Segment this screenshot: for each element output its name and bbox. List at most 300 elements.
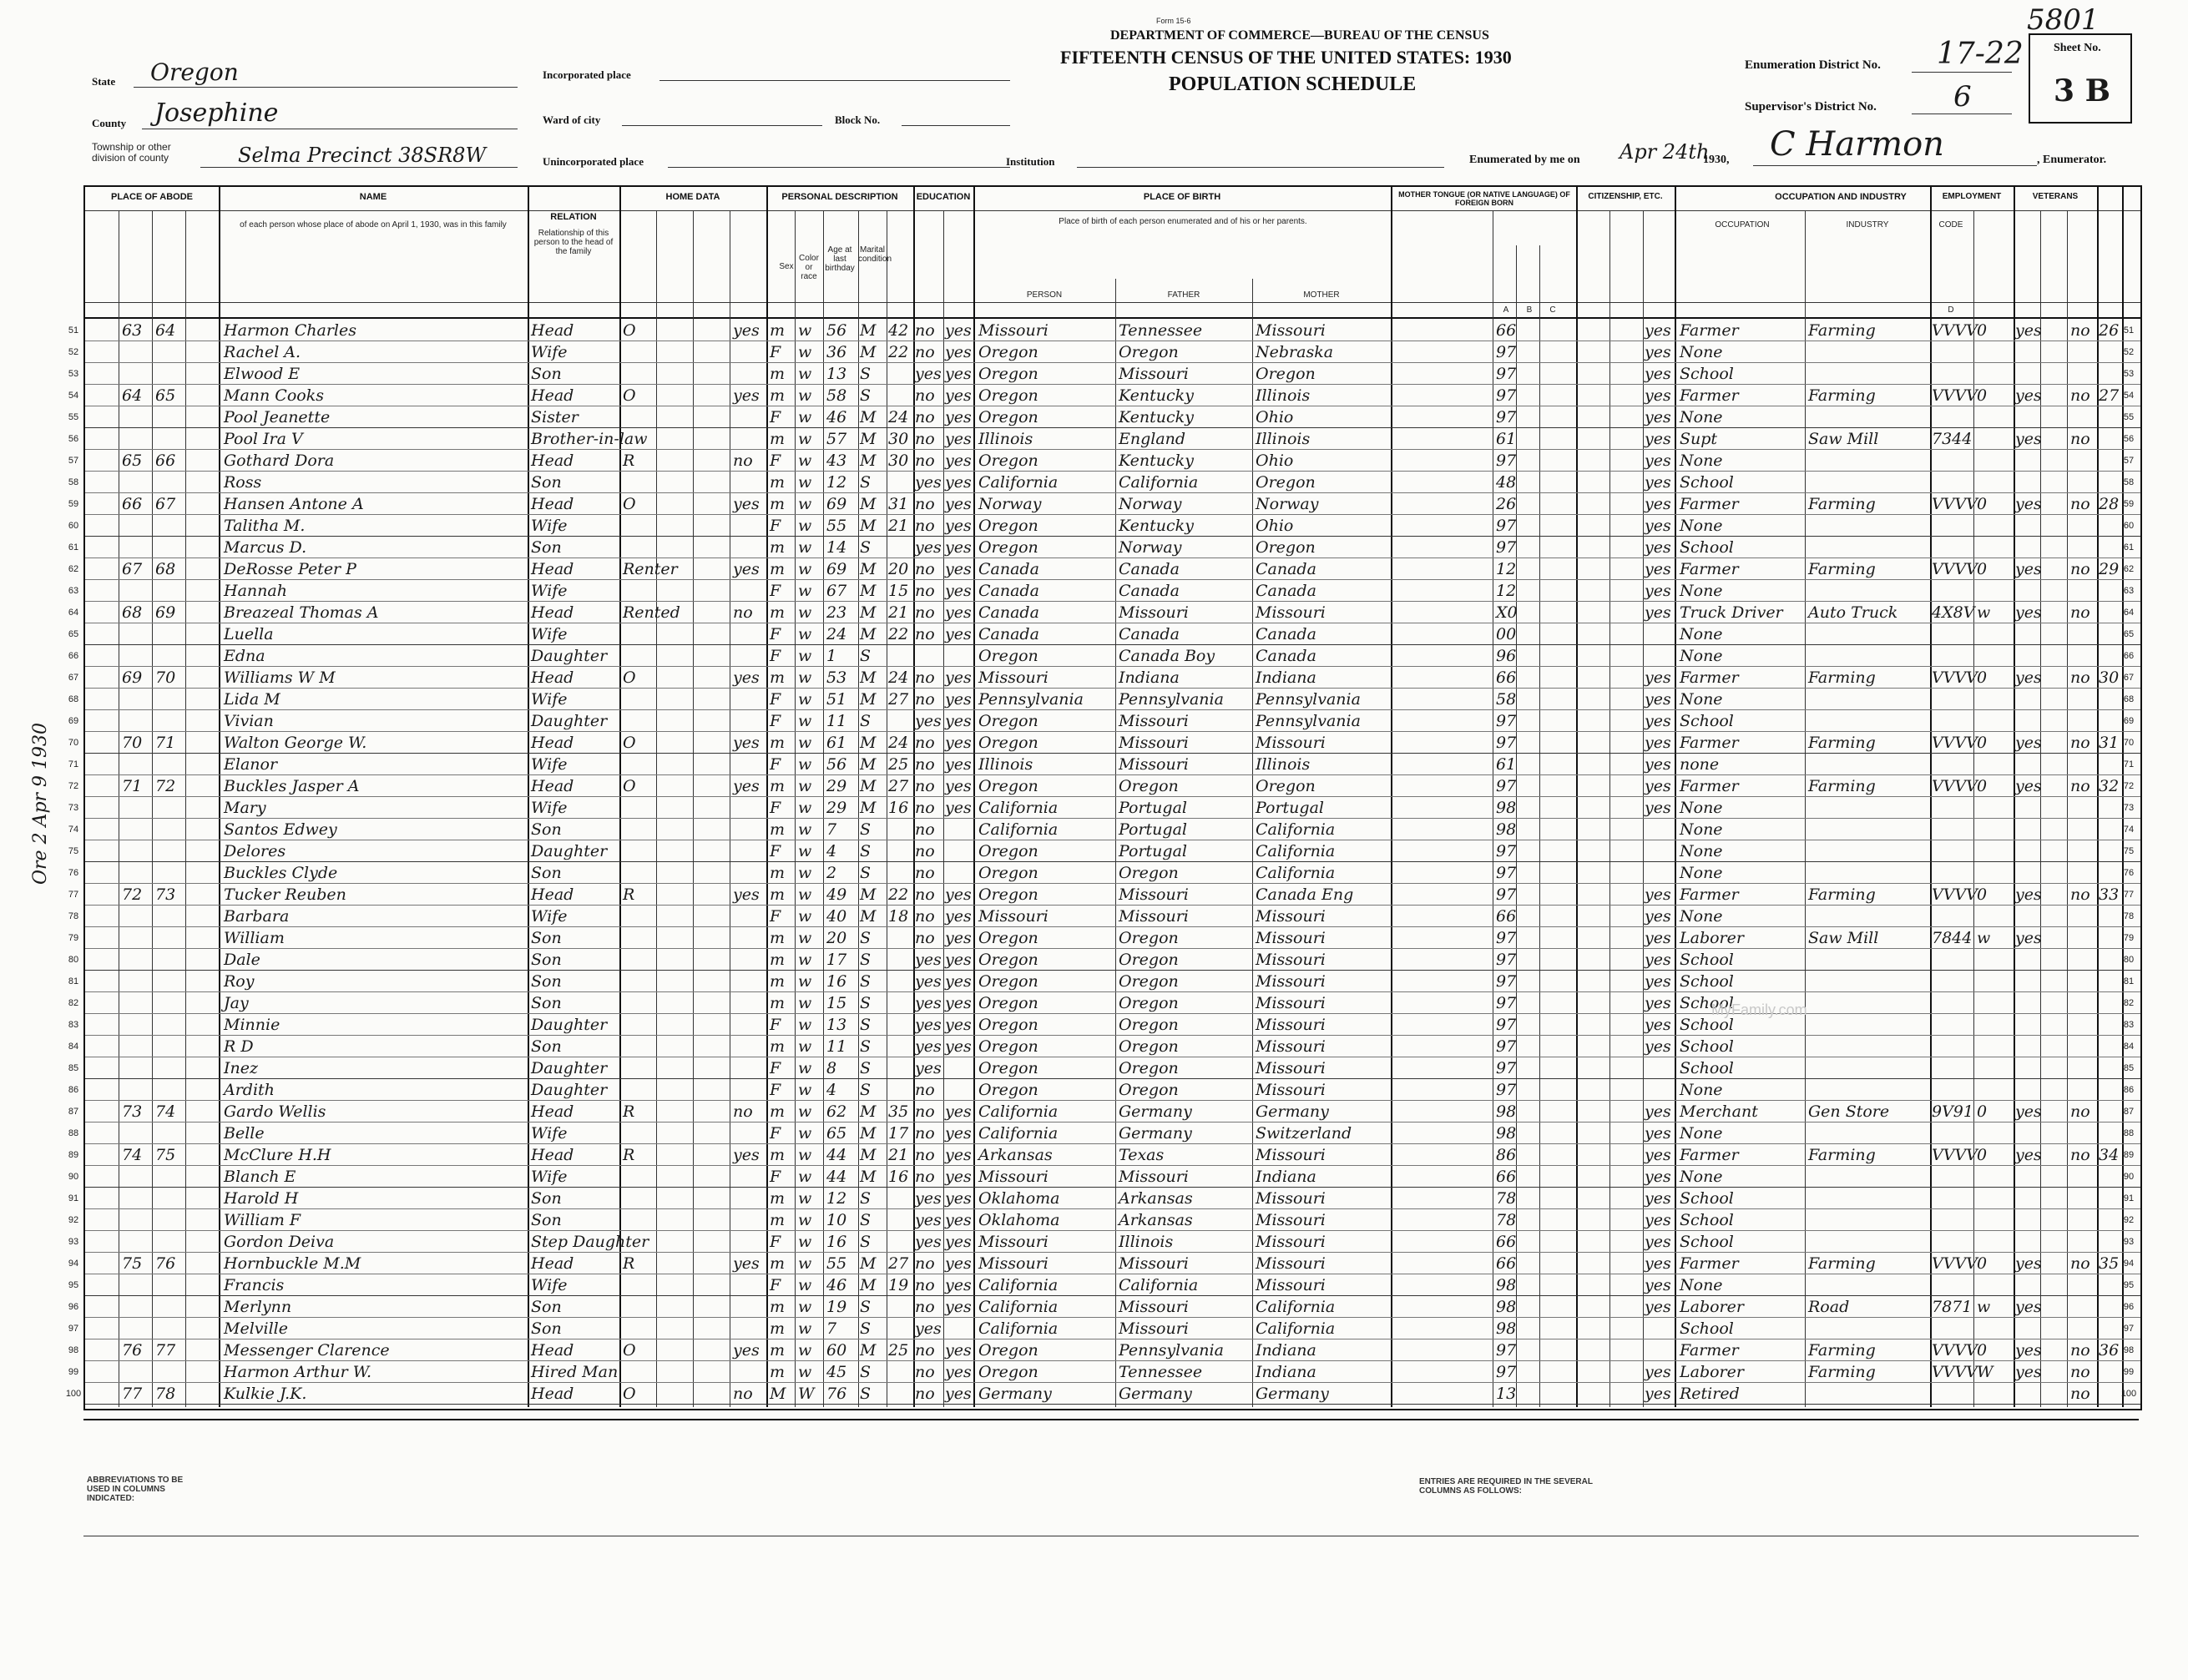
class-of-worker: 0: [1977, 734, 1988, 752]
can-speak-english: yes: [1645, 517, 1671, 535]
occupation-code: VVVV: [1932, 734, 1978, 752]
birthplace-mother: Portugal: [1256, 799, 1324, 817]
birthplace-person: Missouri: [978, 1168, 1049, 1186]
birthplace-person: Oregon: [978, 538, 1038, 557]
line-number-left: 100: [65, 1389, 82, 1399]
relation: Step Daughter: [531, 1233, 649, 1251]
age: 69: [826, 560, 847, 578]
school-attendance: yes: [915, 1037, 942, 1056]
birthplace-code: 58: [1496, 690, 1517, 709]
age-at-marriage: 31: [888, 495, 909, 513]
line-number-right: 55: [2123, 412, 2135, 422]
school-attendance: no: [915, 668, 935, 687]
birthplace-code: 97: [1496, 386, 1517, 405]
birthplace-father: Missouri: [1119, 1254, 1189, 1273]
line-number-right: 84: [2123, 1042, 2135, 1052]
age-at-marriage: 22: [888, 343, 909, 361]
birthplace-mother: Illinois: [1256, 386, 1311, 405]
line-number-right: 88: [2123, 1128, 2135, 1138]
at-work: yes: [2015, 1363, 2042, 1381]
marital-status: M: [860, 582, 877, 600]
school-attendance: no: [915, 452, 935, 470]
race: w: [798, 994, 812, 1012]
birthplace-father: Canada: [1119, 582, 1180, 600]
farm-schedule: 35: [2099, 1254, 2120, 1273]
birthplace-person: Norway: [978, 495, 1042, 513]
relation: Head: [531, 777, 574, 795]
family-number: 72: [155, 777, 176, 795]
state-value: Oregon: [150, 58, 239, 86]
sd-label: Supervisor's District No.: [1745, 100, 1877, 114]
school-attendance: no: [915, 321, 935, 340]
age-at-marriage: 24: [888, 408, 909, 426]
race: w: [798, 907, 812, 926]
group-personal: PERSONAL DESCRIPTION: [781, 192, 898, 202]
group-citizenship: CITIZENSHIP, ETC.: [1588, 192, 1663, 201]
at-work: yes: [2015, 1146, 2042, 1164]
radio-set: no: [733, 603, 753, 622]
family-number: 66: [155, 452, 176, 470]
at-work: yes: [2015, 321, 2042, 340]
age-at-marriage: 24: [888, 734, 909, 752]
class-of-worker: 0: [1977, 495, 1988, 513]
can-read-write: yes: [945, 1124, 972, 1143]
marital-status: S: [860, 1081, 872, 1099]
relation: Head: [531, 1341, 574, 1360]
farm-schedule: 28: [2099, 495, 2120, 513]
can-speak-english: yes: [1645, 343, 1671, 361]
school-attendance: yes: [915, 538, 942, 557]
birthplace-person: Oregon: [978, 777, 1038, 795]
school-attendance: no: [915, 1363, 935, 1381]
relation: Hired Man: [531, 1363, 619, 1381]
birthplace-code: 66: [1496, 1168, 1517, 1186]
person-name: Marcus D.: [224, 538, 307, 557]
birthplace-mother: Missouri: [1256, 1254, 1326, 1273]
birthplace-person: Oklahoma: [978, 1211, 1060, 1229]
line-number-right: 96: [2123, 1302, 2135, 1312]
birthplace-code: 97: [1496, 517, 1517, 535]
birthplace-code: 97: [1496, 712, 1517, 730]
can-read-write: yes: [945, 907, 972, 926]
age-at-marriage: 22: [888, 625, 909, 643]
birthplace-code: 97: [1496, 951, 1517, 969]
line-number-right: 87: [2123, 1107, 2135, 1117]
birthplace-mother: California: [1256, 820, 1336, 839]
person-name: Hornbuckle M.M: [224, 1254, 361, 1273]
birthplace-code: 97: [1496, 972, 1517, 991]
sex: F: [770, 625, 781, 643]
birthplace-father: Arkansas: [1119, 1189, 1193, 1208]
industry: Road: [1808, 1298, 1850, 1316]
veteran: no: [2070, 386, 2090, 405]
occupation-code: 9V91: [1932, 1102, 1973, 1121]
birthplace-person: Oregon: [978, 343, 1038, 361]
family-number: 64: [155, 321, 176, 340]
school-attendance: no: [915, 1385, 935, 1403]
race: w: [798, 1211, 812, 1229]
occupation: None: [1680, 1081, 1723, 1099]
can-speak-english: yes: [1645, 408, 1671, 426]
line-number-left: 79: [68, 933, 79, 943]
birthplace-person: Canada: [978, 560, 1039, 578]
occupation: School: [1680, 1189, 1734, 1208]
dwelling-number: 68: [122, 603, 143, 622]
school-attendance: no: [915, 603, 935, 622]
race: w: [798, 1124, 812, 1143]
can-speak-english: yes: [1645, 1168, 1671, 1186]
line-number-left: 64: [68, 608, 79, 618]
township-label: Township or other division of county: [92, 141, 171, 164]
race: w: [798, 560, 812, 578]
line-number-right: 58: [2123, 477, 2135, 487]
line-number-left: 83: [68, 1020, 79, 1030]
occupation: None: [1680, 842, 1723, 860]
birthplace-person: Oregon: [978, 1016, 1038, 1034]
sex: F: [770, 755, 781, 774]
class-of-worker: 0: [1977, 1254, 1988, 1273]
person-name: Elanor: [224, 755, 278, 774]
dwelling-number: 74: [122, 1146, 143, 1164]
family-number: 73: [155, 885, 176, 904]
line-number-left: 94: [68, 1259, 79, 1269]
industry-head: INDUSTRY: [1846, 220, 1889, 230]
birthplace-mother: Missouri: [1256, 907, 1326, 926]
can-speak-english: yes: [1645, 777, 1671, 795]
birthplace-person: Oregon: [978, 408, 1038, 426]
relation-column-description: Relationship of this person to the head of the family: [533, 229, 614, 256]
census-year: 1930,: [1703, 154, 1730, 166]
sex: F: [770, 343, 781, 361]
birthplace-code: 98: [1496, 799, 1517, 817]
occupation-code: VVVV: [1932, 1341, 1978, 1360]
age-at-marriage: 21: [888, 1146, 909, 1164]
birthplace-mother: Ohio: [1256, 408, 1294, 426]
can-read-write: yes: [945, 712, 972, 730]
birthplace-person: Canada: [978, 582, 1039, 600]
marital-status: M: [860, 1146, 877, 1164]
age: 23: [826, 603, 847, 622]
can-read-write: yes: [945, 1037, 972, 1056]
birthplace-mother: California: [1256, 842, 1336, 860]
incorporated-label: Incorporated place: [543, 68, 631, 81]
family-number: 67: [155, 495, 176, 513]
name-column-description: of each person whose place of abode on April 1, 1930, was in this family: [240, 220, 507, 230]
can-speak-english: yes: [1645, 1254, 1671, 1273]
occupation-code: 4X8V: [1932, 603, 1975, 622]
birthplace-code: 97: [1496, 1016, 1517, 1034]
relation: Son: [531, 972, 562, 991]
radio-set: no: [733, 1385, 753, 1403]
relation: Head: [531, 452, 574, 470]
birthplace-father: Kentucky: [1119, 452, 1194, 470]
birthplace-mother: Oregon: [1256, 777, 1316, 795]
age: 10: [826, 1211, 847, 1229]
birthplace-mother: Ohio: [1256, 452, 1294, 470]
line-number-right: 92: [2123, 1215, 2135, 1225]
birthplace-mother: Missouri: [1256, 321, 1326, 340]
family-number: 75: [155, 1146, 176, 1164]
race: w: [798, 799, 812, 817]
birthplace-code: 98: [1496, 820, 1517, 839]
birthplace-father: Norway: [1119, 538, 1182, 557]
at-work: yes: [2015, 560, 2042, 578]
birthplace-mother: Missouri: [1256, 1016, 1326, 1034]
veteran: no: [2070, 885, 2090, 904]
family-number: 68: [155, 560, 176, 578]
occupation: School: [1680, 1233, 1734, 1251]
can-speak-english: yes: [1645, 1211, 1671, 1229]
birthplace-father: Missouri: [1119, 755, 1189, 774]
relation: Son: [531, 864, 562, 882]
marital-status: M: [860, 625, 877, 643]
marital-status: S: [860, 842, 872, 860]
can-speak-english: yes: [1645, 885, 1671, 904]
marital-status: M: [860, 885, 877, 904]
code-c-head: C: [1549, 305, 1556, 315]
line-number-left: 68: [68, 694, 79, 704]
occupation: Farmer: [1680, 1254, 1739, 1273]
occupation: Laborer: [1680, 1363, 1744, 1381]
can-read-write: yes: [945, 408, 972, 426]
person-name: Ross: [224, 473, 262, 492]
line-number-right: 93: [2123, 1237, 2135, 1247]
birthplace-mother: Oregon: [1256, 473, 1316, 492]
race: w: [798, 582, 812, 600]
dwelling-number: 65: [122, 452, 143, 470]
race: w: [798, 538, 812, 557]
birthplace-code: 97: [1496, 842, 1517, 860]
radio-set: no: [733, 1102, 753, 1121]
age: 60: [826, 1341, 847, 1360]
birthplace-father: Missouri: [1119, 603, 1189, 622]
birthplace-person: Germany: [978, 1385, 1052, 1403]
age: 14: [826, 538, 847, 557]
person-name: Francis: [224, 1276, 285, 1294]
industry: Farming: [1808, 386, 1876, 405]
group-place-of-birth: PLACE OF BIRTH: [1143, 192, 1221, 202]
can-read-write: yes: [945, 755, 972, 774]
sex: F: [770, 408, 781, 426]
line-number-right: 98: [2123, 1345, 2135, 1355]
school-attendance: no: [915, 755, 935, 774]
family-number: 71: [155, 734, 176, 752]
line-number-right: 57: [2123, 456, 2135, 466]
entries-title: ENTRIES ARE REQUIRED IN THE SEVERAL COLUMNS AS FOLLOWS:: [1419, 1477, 1593, 1496]
group-header-divider: [85, 210, 2140, 211]
birthplace-mother: Ohio: [1256, 517, 1294, 535]
birthplace-code: 97: [1496, 538, 1517, 557]
relation: Son: [531, 951, 562, 969]
industry: Auto Truck: [1808, 603, 1898, 622]
birthplace-code: 66: [1496, 1254, 1517, 1273]
birthplace-mother: Indiana: [1256, 1363, 1316, 1381]
relation: Daughter: [531, 712, 608, 730]
sex: F: [770, 517, 781, 535]
age: 13: [826, 365, 847, 383]
can-speak-english: yes: [1645, 582, 1671, 600]
enumerated-date: Apr 24th: [1620, 140, 1710, 164]
relation: Head: [531, 321, 574, 340]
unincorporated-label: Unincorporated place: [543, 155, 644, 168]
veteran: no: [2070, 603, 2090, 622]
marital-status: S: [860, 864, 872, 882]
birthplace-mother: Canada: [1256, 582, 1316, 600]
line-number-right: 66: [2123, 651, 2135, 661]
dwelling-number: 64: [122, 386, 143, 405]
age: 7: [826, 820, 837, 839]
school-attendance: yes: [915, 1319, 942, 1338]
birthplace-code: 97: [1496, 452, 1517, 470]
birthplace-person: Oregon: [978, 734, 1038, 752]
race: w: [798, 625, 812, 643]
can-read-write: yes: [945, 473, 972, 492]
school-attendance: no: [915, 430, 935, 448]
age: 56: [826, 755, 847, 774]
sex: m: [770, 1102, 786, 1121]
home-tenure: O: [623, 668, 636, 687]
person-name: Vivian: [224, 712, 274, 730]
line-number-right: 100: [2120, 1389, 2137, 1399]
can-read-write: yes: [945, 582, 972, 600]
relation: Wife: [531, 582, 568, 600]
line-number-right: 61: [2123, 542, 2135, 552]
class-of-worker: 0: [1977, 1102, 1988, 1121]
occupation: Farmer: [1680, 734, 1739, 752]
family-number: 69: [155, 603, 176, 622]
group-home-data: HOME DATA: [665, 192, 720, 202]
birthplace-person: Oregon: [978, 994, 1038, 1012]
person-name: Dale: [224, 951, 260, 969]
at-work: yes: [2015, 929, 2042, 947]
can-read-write: yes: [945, 1168, 972, 1186]
school-attendance: no: [915, 1341, 935, 1360]
birthplace-father: California: [1119, 473, 1199, 492]
race: w: [798, 603, 812, 622]
occupation: Merchant: [1680, 1102, 1758, 1121]
marital-status: S: [860, 1211, 872, 1229]
occupation: None: [1680, 343, 1723, 361]
occupation-code: VVVV: [1932, 777, 1978, 795]
pob-mother-head: MOTHER: [1303, 290, 1340, 300]
age: 20: [826, 929, 847, 947]
age-at-marriage: 20: [888, 560, 909, 578]
birthplace-person: California: [978, 820, 1059, 839]
race: w: [798, 972, 812, 991]
dwelling-number: 72: [122, 885, 143, 904]
industry: Farming: [1808, 1341, 1876, 1360]
pob-column-description: Place of birth of each person enumerated and of his or her parents.: [1059, 217, 1307, 226]
radio-set: yes: [733, 1254, 760, 1273]
relation: Head: [531, 1254, 574, 1273]
age: 44: [826, 1146, 847, 1164]
race: w: [798, 885, 812, 904]
sex: m: [770, 560, 786, 578]
age: 61: [826, 734, 847, 752]
race: w: [798, 1168, 812, 1186]
farm-schedule: 33: [2099, 885, 2120, 904]
industry: Farming: [1808, 1363, 1876, 1381]
marital-status: M: [860, 690, 877, 709]
line-number-left: 93: [68, 1237, 79, 1247]
birthplace-person: Illinois: [978, 430, 1033, 448]
birthplace-person: Canada: [978, 603, 1039, 622]
person-name: McClure H.H: [224, 1146, 331, 1164]
age: 56: [826, 321, 847, 340]
line-number-right: 60: [2123, 521, 2135, 531]
line-number-left: 62: [68, 564, 79, 574]
birthplace-father: Oregon: [1119, 1081, 1179, 1099]
line-number-left: 85: [68, 1063, 79, 1073]
person-name: Elwood E: [224, 365, 301, 383]
school-attendance: no: [915, 885, 935, 904]
birthplace-mother: Missouri: [1256, 972, 1326, 991]
marital-status: S: [860, 1233, 872, 1251]
birthplace-father: Pennsylvania: [1119, 1341, 1224, 1360]
sex: m: [770, 885, 786, 904]
line-number-right: 63: [2123, 586, 2135, 596]
home-tenure: O: [623, 1341, 636, 1360]
sex: m: [770, 734, 786, 752]
person-name: DeRosse Peter P: [224, 560, 356, 578]
age: 8: [826, 1059, 837, 1077]
race: w: [798, 864, 812, 882]
birthplace-father: Illinois: [1119, 1233, 1174, 1251]
relation: Son: [531, 1211, 562, 1229]
relation: Daughter: [531, 1059, 608, 1077]
birthplace-code: 97: [1496, 1037, 1517, 1056]
school-attendance: no: [915, 1168, 935, 1186]
relation: Son: [531, 538, 562, 557]
sex: m: [770, 820, 786, 839]
sex: m: [770, 864, 786, 882]
line-number-right: 53: [2123, 369, 2135, 379]
relation: Wife: [531, 690, 568, 709]
occupation: Supt: [1680, 430, 1718, 448]
person-name: Minnie: [224, 1016, 280, 1034]
race: w: [798, 1319, 812, 1338]
person-name: Kulkie J.K.: [224, 1385, 307, 1403]
school-attendance: yes: [915, 1211, 942, 1229]
dwelling-number: 63: [122, 321, 143, 340]
school-attendance: yes: [915, 972, 942, 991]
birthplace-person: Oregon: [978, 885, 1038, 904]
age: 29: [826, 777, 847, 795]
birthplace-father: Kentucky: [1119, 517, 1194, 535]
relation: Daughter: [531, 1016, 608, 1034]
line-number-right: 74: [2123, 825, 2135, 835]
school-attendance: no: [915, 386, 935, 405]
farm-schedule: 29: [2099, 560, 2120, 578]
occupation: School: [1680, 951, 1734, 969]
birthplace-mother: Indiana: [1256, 668, 1316, 687]
can-speak-english: yes: [1645, 1037, 1671, 1056]
line-number-right: 59: [2123, 499, 2135, 509]
birthplace-father: Missouri: [1119, 1298, 1189, 1316]
at-work: yes: [2015, 777, 2042, 795]
birthplace-father: Arkansas: [1119, 1211, 1193, 1229]
department-title: DEPARTMENT OF COMMERCE—BUREAU OF THE CENSUS: [1110, 28, 1489, 43]
enumerator-name: C Harmon: [1770, 125, 1944, 164]
class-of-worker: w: [1977, 929, 1991, 947]
age: 46: [826, 408, 847, 426]
marital-status: S: [860, 1385, 872, 1403]
line-number-left: 55: [68, 412, 79, 422]
birthplace-father: Indiana: [1119, 668, 1180, 687]
sex: m: [770, 1037, 786, 1056]
line-number-right: 95: [2123, 1280, 2135, 1290]
occupation: None: [1680, 1276, 1723, 1294]
